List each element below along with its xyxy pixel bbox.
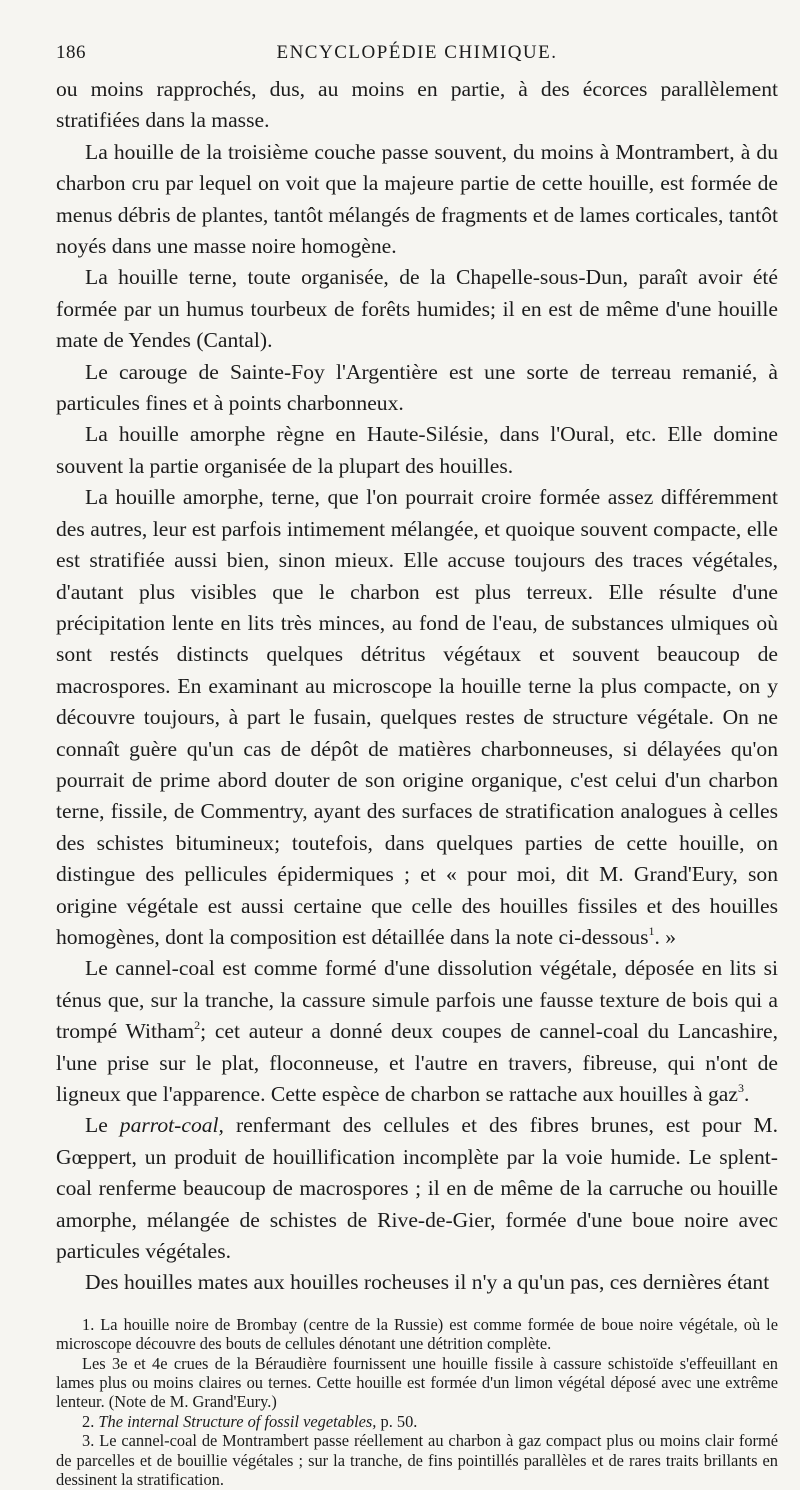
footnote-number: 2. — [82, 1411, 99, 1431]
paragraph-text: La houille amorphe, terne, que l'on pourrait croire formée assez différemment des autres, leur est parfois intimement mélangée, et quoique souvent compacte, elle est stratifiée aussi bien, sinon mieux. Elle accuse toujours des traces végétales, d'autant plus visibles que le charbon est plus terreux. Elle résulte d'une précipitation lente en lits très minces, au fond de l'eau, de substances ulmiques où sont restés distincts quelques détritus végétaux et souvent beaucoup de macrospores. En examinant au microscope la houille terne la plus compacte, on y découvre toujours, à part le fusain, quelques restes de structure végétale. On ne connaît guère qu'un cas de dépôt de matières charbonneuses, si délayées qu'on pourrait de prime abord douter de son origine organique, c'est celui d'un charbon terne, fissile, de Commentry, ayant des surfaces de stratification analogues à celles des schistes bitumineux; toutefois, dans quelques parties de cette houille, on distingue des pellicules épidermiques ; et « pour moi, dit M. Grand'Eury, son origine végétale est aussi certaine que celle des houilles fissiles et des houilles homogènes, dont la composition est détaillée dans la note ci-dessous — [56, 485, 778, 949]
footnote-2 — [56, 1412, 778, 1431]
main-text — [56, 74, 778, 1299]
paragraph-carouge: Le carouge de Sainte-Foy l'Argentière est une sorte de terreau remanié, à particules fines et à points charbonneux. — [56, 359, 778, 416]
cited-title: The internal Structure of fossil vegetables, — [98, 1411, 377, 1431]
footnotes — [56, 1315, 778, 1490]
footnote-ref-2[interactable]: 2 — [194, 1018, 201, 1033]
paragraph-troisieme-couche: La houille de la troisième couche passe souvent, du moins à Montrambert, à du charbon cru par lequel on voit que la majeure partie de cette houille, est formée de menus débris de plantes, tantôt mélangés de fragments et de lames corticales, tantôt noyés dans une masse noire homogène. — [56, 139, 778, 259]
page-header — [56, 40, 778, 74]
paragraph-houille-amorphe-terne — [56, 482, 778, 953]
paragraph-houilles-mates: Des houilles mates aux houilles rocheuses il n'y a qu'un pas, ces dernières étant — [85, 1270, 770, 1295]
footnote-3: 3. Le cannel-coal de Montrambert passe réellement au charbon à gaz compact plus ou moins clair formé de parcelles et de bouillie végétales ; sur la tranche, de fins pointillés parallèles et de rares traits brillants en dessinent la stratification. — [56, 1431, 778, 1490]
italic-term: parrot-coal, — [119, 1113, 224, 1138]
paragraph-text: ; cet auteur a donné deux coupes de cannel-coal du Lancashire, l'une prise sur le plat, floconneuse, et l'autre en travers, fibreuse, qui n'ont de ligneux que l'apparence. Cette espèce de charbon se rattache aux houilles à gaz — [56, 1019, 778, 1106]
paragraph-text: . — [743, 1082, 750, 1106]
footnote-1-continuation: Les 3e et 4e crues de la Béraudière fournissent une houille fissile à cassure schistoïde s'effeuillant en lames plus ou moins claires ou ternes. Cette houille est formée d'un limon végétal déposé avec une extrême lenteur. (Note de M. Grand'Eury.) — [56, 1353, 778, 1412]
paragraph-parrot-coal — [56, 1110, 778, 1267]
footnote-text: p. 50. — [376, 1411, 418, 1431]
footnote-1: 1. La houille noire de Brombay (centre de la Russie) est comme formée de boue noire végétale, où le microscope découvre des bouts de cellules dénotant une détrition complète. — [56, 1314, 778, 1354]
paragraph-continuation: ou moins rapprochés, dus, au moins en partie, à des écorces parallèlement stratifiées dans la masse. — [56, 77, 778, 133]
paragraph-houille-amorphe: La houille amorphe règne en Haute-Silésie, dans l'Oural, etc. Elle domine souvent la partie organisée de la plupart des houilles. — [56, 422, 778, 478]
paragraph-text: renfermant des cellules et des fibres brunes, est pour M. Gœppert, un produit de houillification incomplète par la voie humide. Le splent-coal renferme beaucoup de macrospores ; il en de même de la carruche ou houille amorphe, mélangée de schistes de Rive-de-Gier, formée d'une boue noire avec particules végétales. — [56, 1113, 778, 1264]
paragraph-cannel-coal — [56, 953, 778, 1110]
paragraph-text: Le — [85, 1113, 120, 1138]
footnote-ref-1[interactable]: 1 — [648, 923, 655, 938]
page-number: 186 — [56, 42, 86, 63]
paragraph-houille-terne: La houille terne, toute organisée, de la Chapelle-sous-Dun, paraît avoir été formée par un humus tourbeux de forêts humides; il en est de même d'une houille mate de Yendes (Cantal). — [56, 265, 778, 353]
running-title: ENCYCLOPÉDIE CHIMIQUE. — [276, 42, 558, 63]
paragraph-text: . » — [654, 924, 677, 949]
footnote-ref-3[interactable]: 3 — [737, 1081, 744, 1095]
paragraph-text: Le cannel-coal est comme formé d'une dissolution végétale, déposée en lits si ténus que, sur la tranche, la cassure simule parfois une fausse texture de bois qui a trompé Witham — [56, 956, 778, 1044]
